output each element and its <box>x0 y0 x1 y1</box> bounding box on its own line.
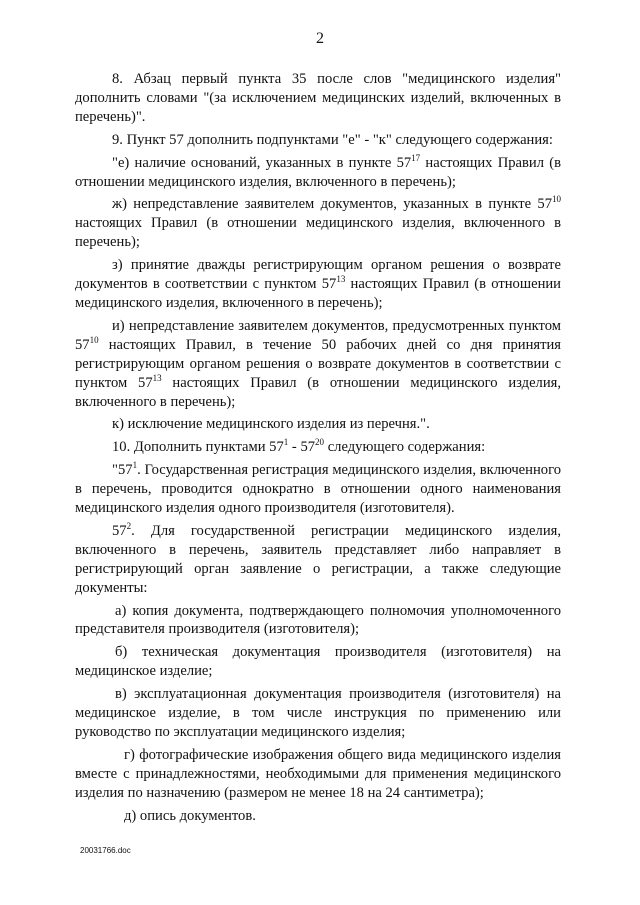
paragraph: з) принятие дважды регистрирующим органом решения о возврате документов в соответствии с пунктом $57^{13}$ настоящих Правил (в отношении медицинского изделия, включенного в перечень); <box>75 257 561 311</box>
paragraph: $57^2$. Для государственной регистрации медицинского изделия, включенного в перечень, заявитель представляет либо направляет в регистрирующий орган заявление о регистрации, а также следующие документы: <box>75 521 561 596</box>
file-name-footer: 20031766.doc <box>80 846 131 855</box>
paragraph: "е) наличие оснований, указанных в пункте $57^{17}$ настоящих Правил (в отношении медицинского изделия, включенного в перечень); <box>75 152 561 190</box>
paragraph: "$57^1$. Государственная регистрация медицинского изделия, включенного в перечень, проводится однократно в отношении одного наименования медицинского изделия одного производителя (изготовителя). <box>75 460 561 517</box>
paragraph: 8. Абзац первый пункта 35 после слов "медицинского изделия" дополнить словами "(за исключением медицинских изделий, включенных в перечень)". <box>75 71 561 125</box>
paragraph: г) фотографические изображения общего вида медицинского изделия вместе с принадлежностями, необходимыми для применения медицинского изделия по назначению (размером не менее 18 на 24 сантиметра); <box>75 746 561 801</box>
paragraph: б) техническая документация производителя (изготовителя) на медицинское изделие; <box>75 644 561 680</box>
paragraph: в) эксплуатационная документация производителя (изготовителя) на медицинское изделие, в том числе инструкция по применению или руководство по эксплуатации медицинского изделия; <box>75 686 561 740</box>
paragraph: к) исключение медицинского изделия из перечня.". <box>112 416 430 433</box>
paragraph: 10. Дополнить пунктами $57^1 - 57^{20}$ следующего содержания: <box>112 437 486 456</box>
paragraph: 9. Пункт 57 дополнить подпунктами "е" - "к" следующего содержания: <box>112 131 553 148</box>
document-body <box>75 70 561 826</box>
paragraph: а) копия документа, подтверждающего полномочия уполномоченного представителя производителя (изготовителя); <box>75 602 561 638</box>
paragraph: д) опись документов. <box>124 807 256 824</box>
paragraph: ж) непредставление заявителем документов, указанных в пункте $57^{10}$ настоящих Правил (в отношении медицинского изделия, включенного в перечень); <box>75 194 561 251</box>
page-number: 2 <box>316 30 324 47</box>
paragraph: и) непредставление заявителем документов, предусмотренных пунктом $57^{10}$ настоящих Правил, в течение 50 рабочих дней со дня принятия регистрирующим органом решения о возврате документов в соответствии с пунктом $57^{13}$ настоящих Правил (в отношении медицинского изделия, включенного в перечень); <box>75 317 562 410</box>
